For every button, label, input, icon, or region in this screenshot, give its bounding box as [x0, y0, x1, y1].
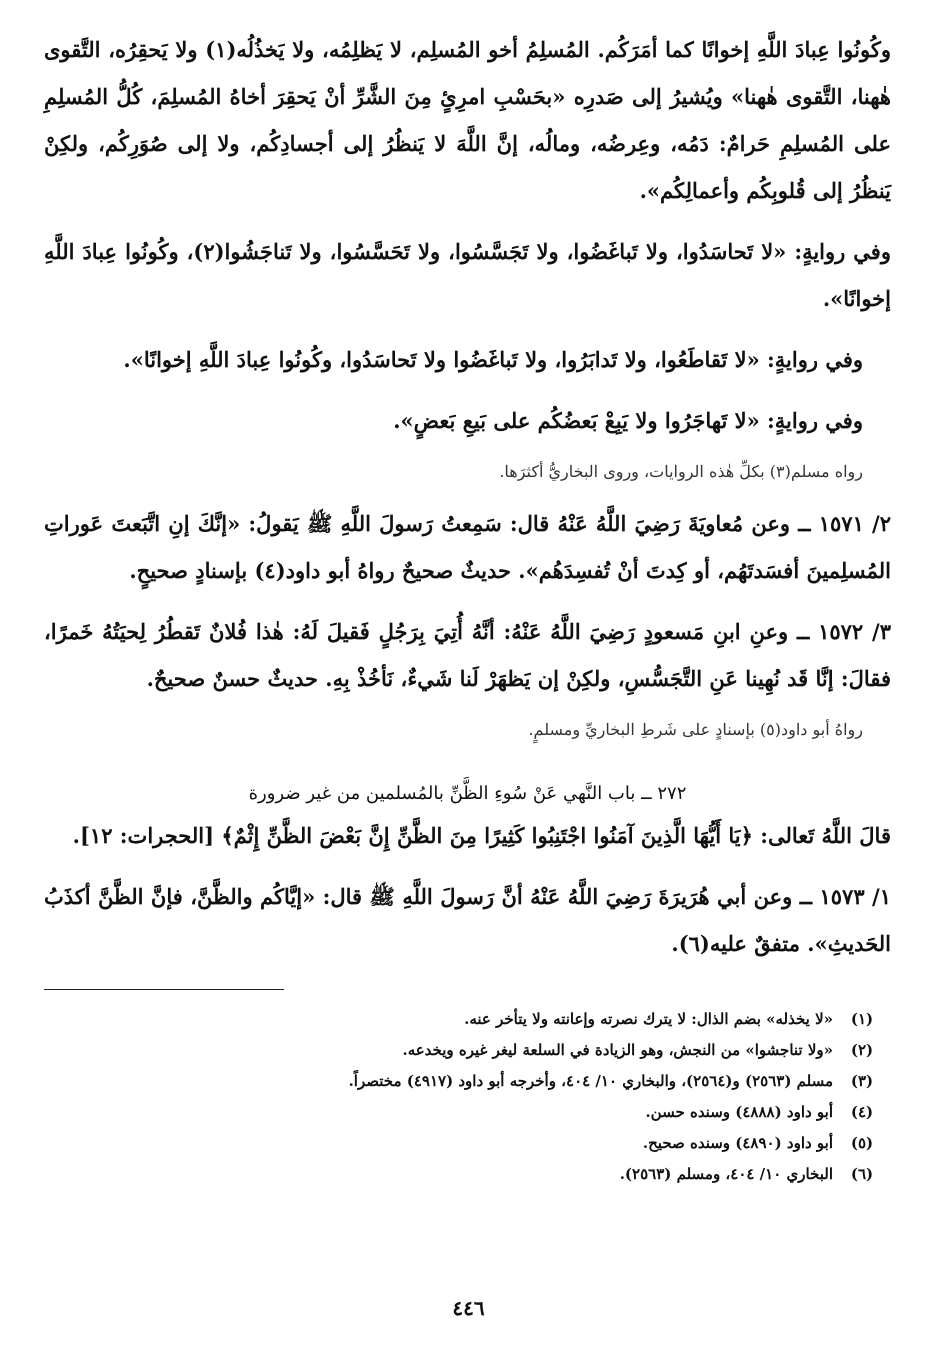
- hadith-paragraph-continuation: وكُونُوا عِبادَ اللَّهِ إخوانًا كما أمَرَكُم. المُسلِمُ أخو المُسلِم، لا يَظلِمُه، ولا يَخذُلُه(١) ولا يَحقِرُه، التَّقوى هٰهنا، التَّقوى هٰهنا» ويُشيرُ إلى صَدرِه «بحَسْبِ امرِئٍ مِنَ الشَّرِّ أنْ يَحقِرَ أخاهُ المُسلِمَ، كُلُّ المُسلِمِ على المُسلِمِ حَرامٌ: دَمُه، وعِرضُه، ومالُه، إنَّ اللَّهَ لا يَنظُرُ إلى أجسادِكُم، ولا إلى صُوَرِكُم، ولكِنْ يَنظُرُ إلى قُلوبِكُم وأعمالِكُم».: [44, 37, 891, 203]
- footnote-number: (١): [850, 1010, 874, 1028]
- footnote-item: [44, 1128, 891, 1159]
- footnote-item: [44, 1004, 891, 1035]
- footnote-number: (٦): [850, 1165, 874, 1183]
- footnote-number: (٢): [850, 1041, 874, 1059]
- footnote-text: البخاري ١٠/ ٤٠٤، ومسلم (٢٥٦٣).: [619, 1165, 833, 1183]
- footnote-divider: [44, 989, 284, 990]
- chapter-heading: ٢٧٢ ــ باب النَّهي عَنْ سُوءِ الظَّنِّ بالمُسلمين من غير ضرورة: [248, 783, 687, 804]
- footnote-number: (٣): [850, 1072, 874, 1090]
- hadith-1572: ٣/ ١٥٧٢ ــ وعنِ ابنِ مَسعودٍ رَضِيَ اللَّهُ عَنْهُ: أنَّهُ أُتِيَ بِرَجُلٍ فَقيلَ لَهُ: هٰذا فُلانٌ تَقطُرُ لِحيَتُهُ خَمرًا، فقالَ: إنَّا قَد نُهِينا عَنِ التَّجَسُّسِ، ولكِنْ إن يَظهَرْ لَنا شَيءٌ، نَأخُذْ بِهِ. حديثٌ حسنٌ صحيحٌ.: [44, 619, 892, 691]
- riwaya-paragraph-3: وفي روايةٍ: «لا تَهاجَرُوا ولا يَبِعْ بَعضُكُم على بَيعِ بَعضٍ».: [393, 408, 863, 433]
- footnote-item: [44, 1035, 891, 1066]
- footnote-text: مسلم (٢٥٦٣) و(٢٥٦٤)، والبخاري ١٠/ ٤٠٤، وأخرجه أبو داود (٤٩١٧) مختصراً.: [348, 1072, 833, 1090]
- footnote-number: (٤): [850, 1103, 874, 1121]
- riwaya-paragraph-2: وفي روايةٍ: «لا تَقاطَعُوا، ولا تَدابَرُوا، ولا تَباغَضُوا ولا تَحاسَدُوا، وكُونُوا عِبادَ اللَّهِ إخوانًا».: [123, 347, 863, 372]
- footnote-text: «لا يخذله» بضم الذال: لا يترك نصرته وإعانته ولا يتأخر عنه.: [464, 1010, 833, 1028]
- footnote-item: [44, 1097, 891, 1128]
- page-number: ٤٤٦: [452, 1296, 485, 1320]
- hadith-1571: ٢/ ١٥٧١ ــ وعن مُعاويَةَ رَضِيَ اللَّهُ عَنْهُ قال: سَمِعتُ رَسولَ اللَّهِ ﷺ يَقولُ: «إنَّكَ إنِ اتَّبَعتَ عَوراتِ المُسلِمينَ أفسَدتَهُم، أو كِدتَ أنْ تُفسِدَهُم». حديثٌ صحيحٌ رواهُ أبو داود(٤) بإسنادٍ صحيحٍ.: [44, 511, 892, 583]
- footnote-text: «ولا تناجشوا» من النجش، وهو الزيادة في السلعة ليغر غيره ويخدعه.: [402, 1041, 833, 1059]
- footnote-item: [44, 1066, 891, 1097]
- hadith-1573: ١/ ١٥٧٣ ــ وعن أبي هُرَيرَةَ رَضِيَ اللَّهُ عَنْهُ أنَّ رَسولَ اللَّهِ ﷺ قال: «إيَّاكُم والظَّنَّ، فإنَّ الظَّنَّ أكذَبُ الحَديثِ». متفقٌ عليه(٦).: [44, 884, 891, 956]
- narration-note-muslim: رواه مسلم(٣) بكلِّ هٰذه الروايات، وروى البخاريُّ أكثرَها.: [499, 462, 863, 481]
- footnote-number: (٥): [850, 1134, 874, 1152]
- riwaya-paragraph-1: وفي روايةٍ: «لا تَحاسَدُوا، ولا تَباغَضُوا، ولا تَجَسَّسُوا، ولا تَحَسَّسُوا، ولا تَناجَشُوا(٢)، وكُونُوا عِبادَ اللَّهِ إخوانًا».: [44, 239, 891, 311]
- footnotes: [44, 1004, 891, 1190]
- footnote-item: [44, 1159, 891, 1190]
- narration-note-abu-dawud: رواهُ أبو داود(٥) بإسنادٍ على شَرطِ البخاريِّ ومسلمٍ.: [528, 720, 863, 739]
- quran-verse-paragraph: قالَ اللَّهُ تَعالى: ﴿يَا أَيُّهَا الَّذِينَ آمَنُوا اجْتَنِبُوا كَثِيرًا مِنَ الظَّنِّ إِنَّ بَعْضَ الظَّنِّ إِثْمٌ﴾ [الحجرات: ١٢].: [72, 823, 891, 848]
- footnote-text: أبو داود (٤٨٩٠) وسنده صحيح.: [642, 1134, 833, 1152]
- footnote-text: أبو داود (٤٨٨٨) وسنده حسن.: [645, 1103, 833, 1121]
